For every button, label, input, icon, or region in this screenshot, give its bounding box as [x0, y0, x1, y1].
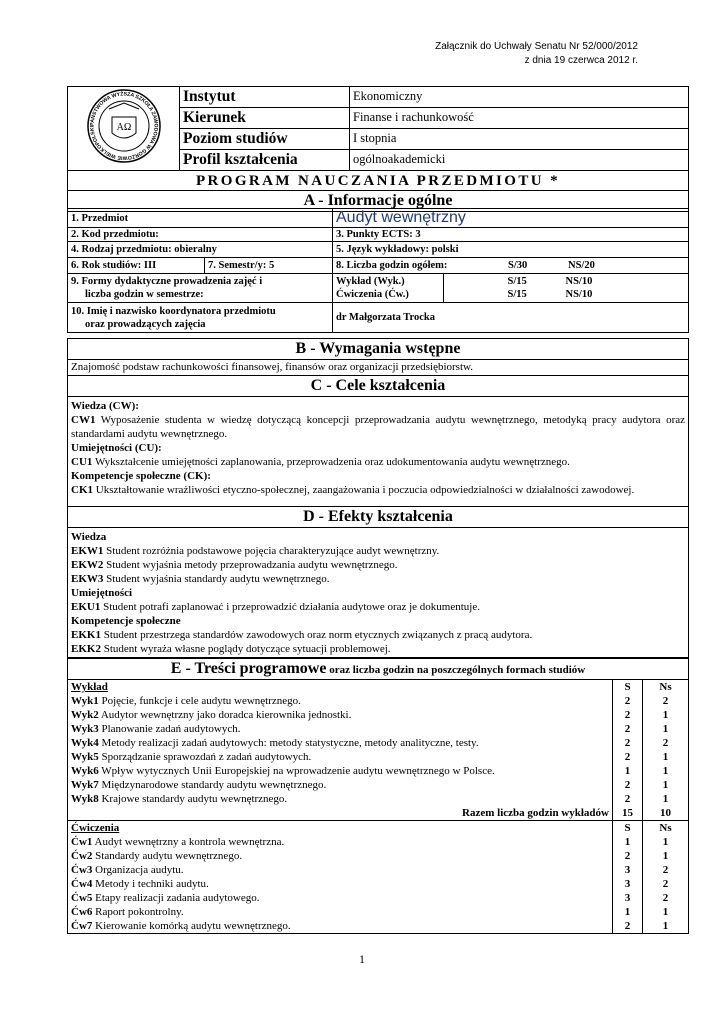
cw1-ns: 1 — [662, 836, 669, 848]
list-item — [71, 792, 609, 806]
wyk4-ns: 2 — [662, 737, 669, 749]
ekw2-text: Student wyjaśnia metody przeprowadzania audytu wewnętrznego. — [103, 559, 398, 571]
wyk4-code: Wyk4 — [71, 737, 99, 749]
semestr: 7. Semestr/y: 5 — [205, 258, 333, 274]
attachment-note — [435, 40, 638, 68]
info-value-kierunek: Finanse i rachunkowość — [350, 108, 689, 129]
ck1-text: Ukształtowanie wrażliwości etyczno-społecznej, zaangażowania i poczucia odpowiedzialności w działalności zawodowej. — [93, 484, 635, 496]
list-item — [71, 891, 609, 905]
ekk-item — [71, 628, 685, 642]
attachment-note-line2: z dnia 19 czerwca 2012 r. — [524, 55, 638, 66]
list-item — [71, 722, 609, 736]
wyk7-code: Wyk7 — [71, 779, 99, 791]
cw6-s: 1 — [624, 906, 631, 918]
cu1-item — [71, 455, 685, 469]
wyklady-total-ns: 10 — [660, 807, 672, 819]
cwiczenia-ns: NS/10 — [565, 289, 593, 300]
wyk1-code: Wyk1 — [71, 695, 99, 707]
ck1-code: CK1 — [71, 484, 93, 496]
koordynator-label-line1: 10. Imię i nazwisko koordynatora przedmiotu — [71, 305, 276, 317]
kod-przedmiotu: 2. Kod przedmiotu: — [68, 228, 333, 242]
cw1-code: CW1 — [71, 414, 96, 426]
wyk2-ns: 1 — [662, 709, 669, 721]
info-label-profil: Profil kształcenia — [180, 150, 350, 171]
formy-label-line2: liczba godzin w semestrze: — [85, 289, 204, 300]
info-value-profil: ogólnoakademicki — [350, 150, 689, 171]
eku1-text: Student potrafi zaplanować i przeprowadzić działania audytowe oraz je dokumentuje. — [100, 601, 480, 613]
wyk8-code: Wyk8 — [71, 793, 99, 805]
ekk1-text: Student przestrzega standardów zawodowych oraz norm etycznych związanych z pracą audytora. — [100, 629, 533, 641]
section-b-text: Znajomość podstaw rachunkowości finansowej, finansów oraz organizacji przedsiębiorstw. — [68, 360, 689, 376]
wyk4-text: Metody realizacji zadań audytowych: metody statystyczne, metody analityczne, testy. — [98, 737, 479, 749]
list-item — [71, 849, 609, 863]
wyklad-s: S/15 — [507, 276, 527, 287]
cw1-code: Ćw1 — [71, 836, 93, 848]
cw5-text: Etapy realizacji zadania audytowego. — [92, 892, 260, 904]
cw7-s: 2 — [624, 920, 631, 932]
wyk7-text: Międzynarodowe standardy audytu wewnętrznego. — [98, 779, 327, 791]
wyk1-text: Pojęcie, funkcje i cele audytu wewnętrznego. — [98, 695, 301, 707]
ekw-item — [71, 544, 685, 558]
ekw-item — [71, 558, 685, 572]
cwiczenia-form: Ćwiczenia (Ćw.) — [336, 289, 409, 300]
info-label-instytut: Instytut — [180, 87, 350, 108]
section-c-title: C - Cele kształcenia — [68, 376, 689, 397]
cw6-text: Raport pokontrolny. — [92, 906, 184, 918]
cw1-text: Audyt wewnętrzny a kontrola wewnętrzna. — [92, 836, 285, 848]
section-a-table — [67, 208, 689, 333]
ekw-item — [71, 572, 685, 586]
wyklad-heading: Wykład — [71, 681, 108, 693]
formy-label-line1: 9. Formy dydaktyczne prowadzenia zajęć i — [71, 276, 263, 287]
cw3-code: Ćw3 — [71, 864, 93, 876]
ekw2-code: EKW2 — [71, 559, 104, 571]
wyk1-ns: 2 — [662, 695, 669, 707]
section-d-title: D - Efekty kształcenia — [68, 507, 689, 528]
jezyk-wykladowy: 5. Język wykładowy: polski — [333, 242, 689, 258]
list-item — [71, 764, 609, 778]
wyk5-code: Wyk5 — [71, 751, 99, 763]
punkty-ects: 3. Punkty ECTS: 3 — [333, 228, 689, 242]
ekk2-code: EKK2 — [71, 643, 101, 655]
cw5-ns: 2 — [662, 892, 669, 904]
ekw1-text: Student rozróżnia podstawowe pojęcia charakteryzujące audyt wewnętrzny. — [103, 545, 440, 557]
wyk2-code: Wyk2 — [71, 709, 99, 721]
cw1-s: 1 — [624, 836, 631, 848]
cw7-ns: 1 — [662, 920, 669, 932]
list-item — [71, 750, 609, 764]
wyklad-form: Wykład (Wyk.) — [336, 276, 405, 287]
wyk6-code: Wyk6 — [71, 765, 99, 777]
list-item — [71, 919, 609, 933]
liczba-godzin — [333, 258, 689, 274]
formy-hours — [505, 274, 689, 303]
ekk-item — [71, 642, 685, 656]
cw-col-ns-header: Ns — [659, 822, 672, 834]
wyklady-total-s: 15 — [622, 807, 633, 819]
ekk2-text: Student wyraża własne poglądy dotyczące sytuacji problemowej. — [100, 643, 391, 655]
wyk7-ns: 1 — [662, 779, 669, 791]
section-c-content — [68, 397, 689, 507]
list-item — [71, 905, 609, 919]
wyklad-ns: NS/10 — [565, 276, 593, 287]
section-e-title-main: E - Treści programowe — [170, 659, 327, 677]
wyk6-text: Wpływ wytycznych Unii Europejskiej na wprowadzenie audytu wewnętrznego w Polsce. — [98, 765, 495, 777]
efekty-wiedza-heading: Wiedza — [71, 531, 107, 543]
section-e-title — [68, 658, 689, 680]
list-item — [71, 694, 609, 708]
cw2-s: 2 — [624, 850, 631, 862]
cw1-item — [71, 413, 685, 441]
cw-col-s-header: S — [624, 822, 631, 834]
rok-studiow: 6. Rok studiów: III — [68, 258, 205, 274]
cw1-text: Wyposażenie studenta w wiedzę dotyczącą koncepcji przeprowadzania audytu wewnętrznego, metodyką pracy audytora oraz standardami audytu wewnętrznego. — [71, 414, 685, 440]
wyk5-ns: 1 — [662, 751, 669, 763]
cw6-ns: 1 — [662, 906, 669, 918]
cw5-s: 3 — [624, 892, 631, 904]
seal-icon — [81, 87, 167, 165]
wyk3-text: Planowanie zadań audytowych. — [98, 723, 241, 735]
info-label-poziom: Poziom studiów — [180, 129, 350, 150]
section-d-content — [68, 528, 689, 659]
wyk5-s: 2 — [624, 751, 631, 763]
seal-text: PAŃSTWOWA WYŻSZA SZKOŁA ZAWODOWA W GORZOWIE WIELKOPOLSKI — [88, 91, 159, 161]
ekk1-code: EKK1 — [71, 629, 101, 641]
section-a-title: A - Informacje ogólne — [68, 191, 689, 212]
list-item — [71, 708, 609, 722]
cw2-text: Standardy audytu wewnętrznego. — [92, 850, 243, 862]
info-label-kierunek: Kierunek — [180, 108, 350, 129]
wyklady-list — [68, 680, 613, 821]
cw4-text: Metody i techniki audytu. — [92, 878, 209, 890]
eku-item — [71, 600, 685, 614]
section-e-title-sub: oraz liczba godzin na poszczególnych formach studiów — [326, 663, 586, 676]
cw3-s: 3 — [624, 864, 631, 876]
wyk5-text: Sporządzanie sprawozdań z zadań audytowych. — [98, 751, 312, 763]
cw7-text: Kierowanie komórką audytu wewnętrznego. — [92, 920, 291, 932]
cw6-code: Ćw6 — [71, 906, 93, 918]
formy-empty — [444, 274, 505, 303]
col-s-header: S — [624, 681, 631, 693]
koordynator-value: dr Małgorzata Trocka — [333, 303, 689, 333]
wyk7-s: 2 — [624, 779, 631, 791]
efekty-kompetencje-heading: Kompetencje społeczne — [71, 615, 181, 627]
cele-kompetencje-heading: Kompetencje społeczne (CK): — [71, 470, 211, 482]
rodzaj-przedmiotu: 4. Rodzaj przedmiotu: obieralny — [68, 242, 333, 258]
list-item — [71, 835, 609, 849]
info-value-instytut: Ekonomiczny — [350, 87, 689, 108]
formy-dydaktyczne-label — [68, 274, 333, 303]
wyklady-total-label: Razem liczba godzin wykładów — [462, 807, 609, 819]
cw7-code: Ćw7 — [71, 920, 93, 932]
cwiczenia-ns-column — [643, 821, 689, 934]
wyk8-s: 2 — [624, 793, 631, 805]
cw3-text: Organizacja audytu. — [92, 864, 184, 876]
section-b-title: B - Wymagania wstępne — [68, 339, 689, 360]
ekw3-text: Student wyjaśnia standardy audytu wewnętrznego. — [103, 573, 330, 585]
cw5-code: Ćw5 — [71, 892, 93, 904]
cwiczenia-s-column — [613, 821, 643, 934]
wyk2-text: Audytor wewnętrzny jako doradca kierownika jednostki. — [98, 709, 352, 721]
list-item — [71, 778, 609, 792]
wyk3-code: Wyk3 — [71, 723, 99, 735]
list-item — [71, 736, 609, 750]
program-title: PROGRAM NAUCZANIA PRZEDMIOTU * — [68, 171, 689, 191]
wyk8-text: Krajowe standardy audytu wewnętrznego. — [98, 793, 288, 805]
ekw3-code: EKW3 — [71, 573, 104, 585]
wyk3-ns: 1 — [662, 723, 669, 735]
wyk3-s: 2 — [624, 723, 631, 735]
page-number: 1 — [359, 952, 365, 966]
cele-wiedza-heading: Wiedza (CW): — [71, 400, 139, 412]
liczba-godzin-label: 8. Liczba godzin ogółem: — [336, 260, 448, 271]
wyklady-s-column — [613, 680, 643, 821]
wyk2-s: 2 — [624, 709, 631, 721]
attachment-note-line1: Załącznik do Uchwały Senatu Nr 52/000/2012 — [435, 41, 638, 52]
cwiczenia-heading: Ćwiczenia — [71, 822, 120, 834]
header-table — [67, 86, 689, 212]
col-ns-header: Ns — [659, 681, 672, 693]
cw4-code: Ćw4 — [71, 878, 93, 890]
wyk1-s: 2 — [624, 695, 631, 707]
sections-bcd-table — [67, 338, 689, 659]
koordynator-label-line2: oraz prowadzących zajęcia — [85, 318, 206, 330]
liczba-godzin-s: S/30 — [508, 260, 528, 271]
wyk6-s: 1 — [624, 765, 631, 777]
cw4-ns: 2 — [662, 878, 669, 890]
cu1-text: Wykształcenie umiejętności zaplanowania, przeprowadzenia oraz udokumentowania audytu wewnętrznego. — [92, 456, 570, 468]
cw4-s: 3 — [624, 878, 631, 890]
seal-symbol: AΩ — [116, 122, 131, 133]
cu1-code: CU1 — [71, 456, 93, 468]
cw2-code: Ćw2 — [71, 850, 93, 862]
przedmiot-label: 1. Przedmiot — [68, 209, 333, 228]
cwiczenia-s: S/15 — [507, 289, 527, 300]
cw2-ns: 1 — [662, 850, 669, 862]
koordynator-label — [68, 303, 333, 333]
ekw1-code: EKW1 — [71, 545, 104, 557]
wyklady-ns-column — [643, 680, 689, 821]
formy-names — [333, 274, 444, 303]
list-item — [71, 877, 609, 891]
section-e-table — [67, 657, 689, 934]
wyk4-s: 2 — [624, 737, 631, 749]
cele-umiejetnosci-heading: Umiejętności (CU): — [71, 442, 162, 454]
cw3-ns: 2 — [662, 864, 669, 876]
eku1-code: EKU1 — [71, 601, 101, 613]
university-seal — [68, 87, 180, 171]
wyk8-ns: 1 — [662, 793, 669, 805]
ck1-item — [71, 483, 685, 497]
info-value-poziom: I stopnia — [350, 129, 689, 150]
wyk6-ns: 1 — [662, 765, 669, 777]
list-item — [71, 863, 609, 877]
cwiczenia-list — [68, 821, 613, 934]
efekty-umiejetnosci-heading: Umiejętności — [71, 587, 133, 599]
liczba-godzin-ns: NS/20 — [568, 260, 595, 271]
przedmiot-value: Audyt wewnętrzny — [333, 209, 689, 228]
